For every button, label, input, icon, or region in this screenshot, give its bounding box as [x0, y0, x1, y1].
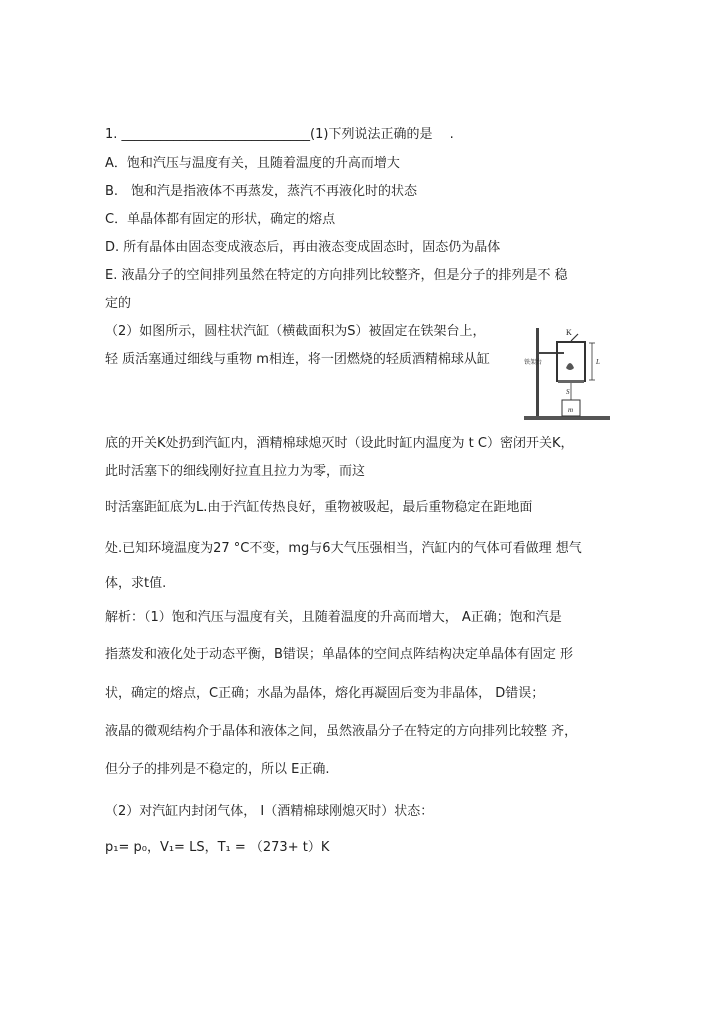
clamp-arm [536, 352, 564, 354]
part2-line-4: 此时活塞下的细线刚好拉直且拉力为零，而这 [105, 464, 366, 479]
solution-line-6: （2）对汽缸内封闭气体， I（酒精棉球刚熄灭时）状态： [105, 804, 434, 819]
piston [558, 380, 584, 383]
part2-line-7: 体，求t值. [105, 576, 167, 591]
question-header: 1. _____________________________(1)下列说法正确的是 . [105, 127, 454, 142]
solution-line-1: 解析：（1）饱和汽压与温度有关，且随着温度的升高而增大， A正确；饱和汽是 [105, 610, 562, 625]
apparatus-figure [522, 324, 612, 424]
part2-line-3: 底的开关K处扔到汽缸内，酒精棉球熄灭时（设此时缸内温度为 t C）密闭开关K， [105, 436, 574, 451]
cylinder-right-wall [584, 342, 586, 382]
flame-icon [566, 363, 574, 370]
part2-line-6: 处.已知环境温度为27 °C不变，mg与6大气压强相当，汽缸内的气体可看做理 想气 [105, 541, 582, 556]
cylinder-top [556, 341, 586, 343]
label-m: m [568, 406, 574, 414]
solution-line-3: 状，确定的熔点，C正确；水晶为晶体，熔化再凝固后变为非晶体， D错误； [105, 686, 545, 701]
valve-k [571, 334, 578, 341]
option-c: C．单晶体都有固定的形状，确定的熔点 [105, 212, 336, 227]
apparatus-diagram [522, 324, 612, 424]
label-l: L [596, 358, 600, 366]
option-a: A．饱和汽压与温度有关，且随着温度的升高而增大 [105, 156, 400, 171]
stand-rod [536, 328, 539, 416]
option-e-continued: 定的 [105, 296, 132, 311]
stand-base [524, 416, 610, 420]
option-b: B. 饱和汽是指液体不再蒸发，蒸汽不再液化时的状态 [105, 184, 418, 199]
label-stand: 铁架台 [524, 359, 543, 366]
label-k: K [566, 328, 572, 337]
cylinder-left-wall [556, 342, 558, 382]
solution-line-5: 但分子的排列是不稳定的，所以 E正确. [105, 762, 330, 777]
option-e: E. 液晶分子的空间排列虽然在特定的方向排列比较整齐，但是分子的排列是不 稳 [105, 268, 568, 283]
part2-line-1: （2）如图所示，圆柱状汽缸（横截面积为S）被固定在铁架台上， [105, 324, 486, 339]
label-s: S [566, 388, 570, 396]
part2-line-2: 轻 质活塞通过细线与重物 m相连，将一团燃烧的轻质酒精棉球从缸 [105, 352, 490, 367]
part2-line-5: 时活塞距缸底为L.由于汽缸传热良好，重物被吸起，最后重物稳定在距地面 [105, 500, 533, 515]
solution-line-2: 指蒸发和液化处于动态平衡，B错误；单晶体的空间点阵结构决定单晶体有固定 形 [105, 647, 574, 662]
solution-line-7: p₁= p₀，V₁= LS，T₁ = （273+ t）K [105, 840, 330, 855]
option-d: D. 所有晶体由固态变成液态后，再由液态变成固态时，固态仍为晶体 [105, 240, 501, 255]
solution-line-4: 液晶的微观结构介于晶体和液体之间，虽然液晶分子在特定的方向排列比较整 齐， [105, 724, 578, 739]
